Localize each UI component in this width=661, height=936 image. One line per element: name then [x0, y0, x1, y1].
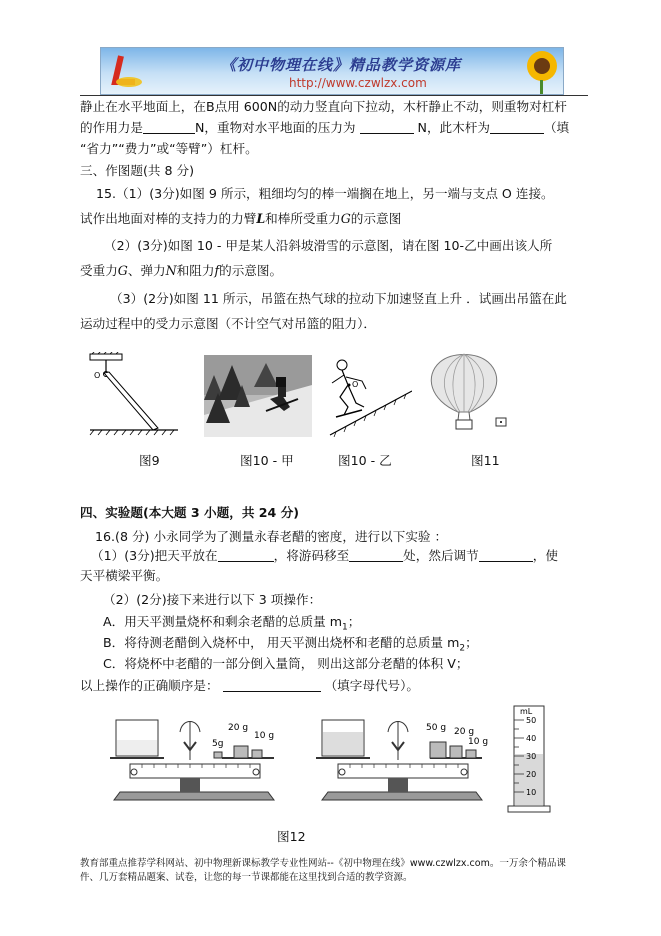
q14-line1: 静止在水平地面上，在B点用 600N的动力竖直向下拉动，木杆静止不动，则重物对杠杆: [80, 99, 567, 114]
svg-text:10 g: 10 g: [254, 731, 275, 741]
q16-intro: 16.(8 分) 小永同学为了测量永春老醋的密度，进行以下实验 ：: [95, 529, 448, 544]
sunflower-icon: [519, 47, 564, 95]
svg-text:5g: 5g: [212, 739, 224, 749]
svg-text:O: O: [352, 380, 359, 389]
blank-force[interactable]: [143, 119, 195, 134]
caption-fig10b: 图10 - 乙: [338, 453, 392, 468]
q16-step1-line1: （1）(3分)把天平放在 ，将游码移至 处，然后调节 ，使: [91, 548, 558, 563]
figure-12-graduated-cylinder: [506, 704, 552, 814]
svg-text:20: 20: [526, 770, 537, 779]
footer-line2: 件、几万套精品题案、试卷，让您的每一节课都能在这里找到合适的教学资源。: [80, 872, 413, 883]
svg-text:50: 50: [526, 716, 537, 725]
q15-p3-line2: 运动过程中的受力示意图（不计空气对吊篮的阻力）．: [80, 316, 376, 331]
svg-text:40: 40: [526, 734, 537, 743]
svg-text:10: 10: [526, 788, 537, 797]
blank-pressure[interactable]: [360, 119, 414, 134]
figure-9-rod: [88, 352, 184, 438]
caption-fig12: 图12: [277, 829, 306, 844]
svg-text:10 g: 10 g: [468, 737, 489, 747]
caption-fig11: 图11: [471, 453, 500, 468]
svg-text:20 g: 20 g: [454, 727, 475, 737]
svg-text:30: 30: [526, 752, 537, 761]
figure-10b-skier-sketch: [322, 355, 412, 437]
figure-12-balance-1: [102, 712, 286, 804]
banner-title: 《初中物理在线》精品教学资源库: [221, 56, 462, 74]
q15-p3-line1: （3）(2分)如图 11 所示，吊篮在热气球的拉动下加速竖直上升 ．试画出吊篮在此: [110, 291, 567, 306]
blank-surface[interactable]: [218, 547, 274, 562]
section4-title: 四、实验题(本大题 3 小题，共 24 分): [80, 505, 300, 520]
blank-order[interactable]: [223, 677, 321, 692]
q15-p1-line2: 试作出地面对棒的支持力的力臂L和棒所受重力G的示意图: [80, 211, 402, 226]
caption-fig10a: 图10 - 甲: [240, 453, 294, 468]
header-rule: [80, 95, 588, 96]
q14-line3: “省力”“费力”或“等臂”）杠杆。: [80, 141, 258, 156]
figure-10a-skier-photo: [204, 355, 312, 437]
q15-p1-line1: 15.（1）(3分)如图 9 所示，粗细均匀的棒一端搁在地上，另一端与支点 O 连接。: [96, 186, 554, 201]
q16-operation-a: A．用天平测量烧杯和剩余老醋的总质量 $m_1$；: [103, 614, 361, 633]
svg-text:O: O: [94, 371, 101, 380]
svg-text:mL: mL: [520, 707, 533, 716]
blank-adjust[interactable]: [479, 547, 533, 562]
blank-lever-type[interactable]: [490, 119, 544, 134]
banner-url[interactable]: http://www.czwlzx.com: [289, 76, 427, 90]
footer-line1: 教育部重点推荐学科网站、初中物理新课标教学专业性网站--《初中物理在线》www.czwlzx.com。一万余个精品课: [80, 858, 566, 869]
blank-rider-position[interactable]: [349, 547, 403, 562]
q16-step2: （2）(2分)接下来进行以下 3 项操作：: [103, 592, 322, 607]
q16-order: 以上操作的正确顺序是： （填字母代号）。: [80, 678, 420, 693]
figure-12-balance-2: [314, 712, 498, 804]
figure-11-hot-air-balloon: [420, 352, 520, 438]
svg-text:20 g: 20 g: [228, 723, 249, 733]
svg-text:50 g: 50 g: [426, 723, 447, 733]
q16-operation-b: B．将待测老醋倒入烧杯中， 用天平测出烧杯和老醋的总质量 $m_2$；: [103, 635, 478, 654]
logo-icon: [107, 52, 143, 90]
q14-line2: 的作用力是 N，重物对水平地面的压力为 N，此木杆为 （填: [80, 120, 570, 135]
q15-p2-line2: 受重力G、弹力N和阻力f的示意图。: [80, 263, 283, 278]
caption-fig9: 图9: [139, 453, 160, 468]
q16-operation-c: C．将烧杯中老醋的一部分倒入量筒， 则出这部分老醋的体积 V；: [103, 656, 469, 671]
section3-title: 三、作图题(共 8 分): [80, 163, 195, 178]
q16-step1-line2: 天平横梁平衡。: [80, 568, 169, 583]
header-banner: [100, 47, 564, 95]
q15-p2-line1: （2）(3分)如图 10 - 甲是某人沿斜坡滑雪的示意图，请在图 10-乙中画出该人所: [104, 238, 553, 253]
